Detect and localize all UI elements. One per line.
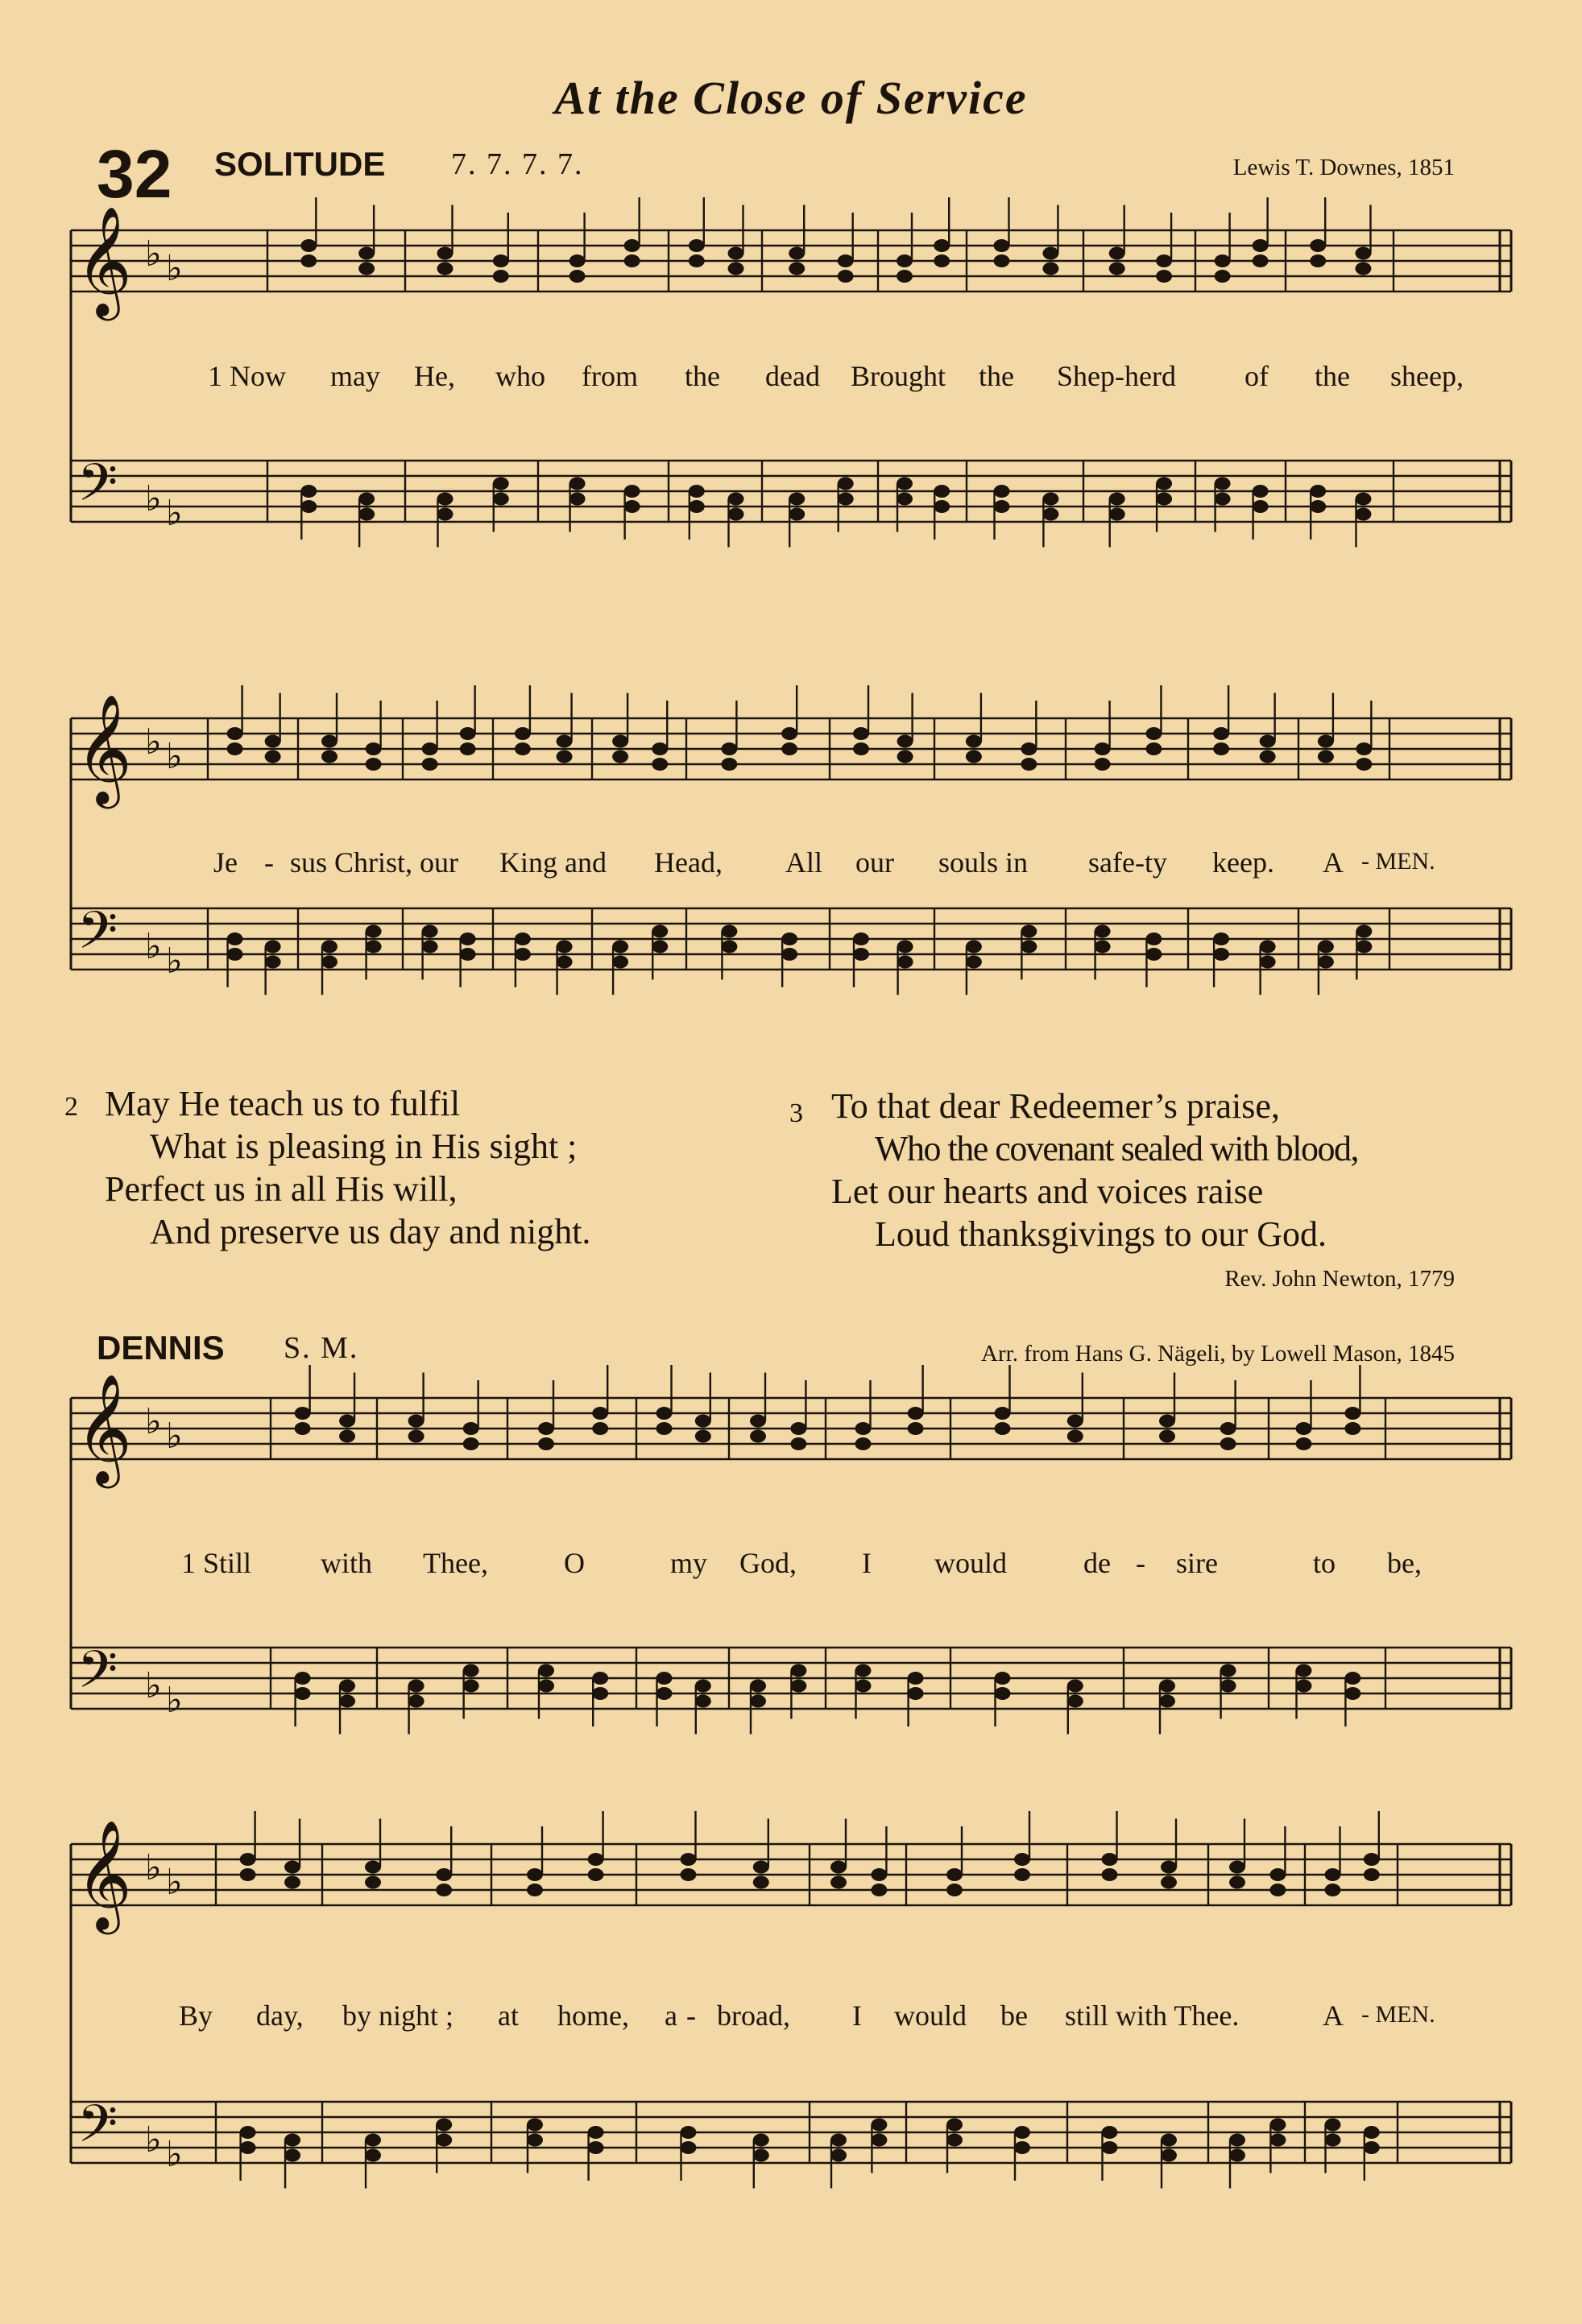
svg-text:♭: ♭ <box>166 1680 183 1721</box>
lyric-word: sus Christ, our <box>290 846 459 879</box>
lyric-word: broad, <box>717 1999 790 2032</box>
lyric-word: King and <box>499 846 607 879</box>
hymn-number: 32 <box>97 136 172 212</box>
lyric-word: - <box>686 1999 696 2032</box>
lyric-word: A <box>1323 846 1344 879</box>
lyric-word: may <box>330 360 380 392</box>
lyric-word: our <box>855 846 894 879</box>
lyric-word: I <box>862 1547 872 1579</box>
lyric-word: O <box>564 1547 585 1579</box>
svg-text:𝄞: 𝄞 <box>76 1372 132 1483</box>
verse-3-line-1: To that dear Redeemer’s praise, <box>831 1086 1280 1126</box>
lyric-word: home, <box>557 1999 629 2032</box>
lyric-word: He, <box>414 360 455 392</box>
svg-text:♭: ♭ <box>145 2119 162 2161</box>
meter-solitude: 7. 7. 7. 7. <box>451 147 584 181</box>
lyric-word: would <box>894 1999 967 2032</box>
lyric-word: - MEN. <box>1361 848 1435 875</box>
lyric-word: By <box>179 1999 213 2032</box>
lyric-word: Head, <box>654 846 723 879</box>
svg-text:♭: ♭ <box>166 493 183 534</box>
lyric-word: the <box>1315 360 1350 392</box>
lyric-word: de <box>1083 1547 1111 1579</box>
lyric-word: dead <box>765 360 820 392</box>
tune-name-solitude: SOLITUDE <box>214 145 386 183</box>
svg-text:𝄢: 𝄢 <box>77 1640 118 1713</box>
lyric-word: the <box>979 360 1014 392</box>
lyric-word: with <box>321 1547 373 1579</box>
svg-text:♭: ♭ <box>145 1401 162 1442</box>
svg-text:♭: ♭ <box>145 1847 162 1888</box>
lyric-line-solitude-2 <box>0 846 1582 881</box>
lyric-word: safe-ty <box>1088 846 1167 879</box>
verse-3-line-2: Who the covenant sealed with blood, <box>875 1129 1358 1168</box>
verse-2-line-4: And preserve us day and night. <box>150 1212 591 1251</box>
lyric-word: Shep-herd <box>1057 360 1176 392</box>
verse-3-line-4: Loud thanksgivings to our God. <box>875 1214 1327 1254</box>
lyric-word: A <box>1323 1999 1344 2032</box>
lyric-word: keep. <box>1212 846 1274 879</box>
lyric-word: a <box>665 1999 677 2032</box>
svg-text:♭: ♭ <box>166 248 183 289</box>
verse-number-3: 3 <box>789 1098 803 1128</box>
svg-text:𝄢: 𝄢 <box>77 901 118 974</box>
verse-number-2: 2 <box>64 1092 78 1122</box>
verse-2-line-2: What is pleasing in His sight ; <box>150 1127 578 1166</box>
lyric-word: God, <box>739 1547 797 1579</box>
lyric-word: 1 Still <box>181 1547 252 1579</box>
svg-text:♭: ♭ <box>166 736 183 777</box>
lyric-word: to <box>1313 1547 1336 1579</box>
svg-text:♭: ♭ <box>145 926 162 967</box>
lyric-line-solitude-1 <box>0 359 1582 395</box>
lyric-word: at <box>498 1999 519 2032</box>
svg-text:𝄞: 𝄞 <box>76 1818 132 1929</box>
lyric-word: be, <box>1387 1547 1422 1579</box>
lyric-word: Thee, <box>423 1547 488 1579</box>
lyric-word: be <box>1000 1999 1028 2032</box>
svg-text:𝄞: 𝄞 <box>76 693 132 804</box>
lyric-word: would <box>934 1547 1007 1579</box>
composer-solitude: Lewis T. Downes, 1851 <box>1232 155 1455 180</box>
verse-2-line-3: Perfect us in all His will, <box>105 1169 458 1209</box>
lyric-line-dennis-2 <box>0 1999 1582 2034</box>
svg-text:♭: ♭ <box>145 722 162 763</box>
lyric-word: day, <box>256 1999 304 2032</box>
verse-3-line-3: Let our hearts and voices raise <box>831 1172 1264 1211</box>
verse-2-line-1: May He teach us to fulfil <box>105 1084 461 1123</box>
svg-text:♭: ♭ <box>145 1665 162 1706</box>
meter-dennis: S. M. <box>284 1331 359 1365</box>
composer-dennis: Arr. from Hans G. Nägeli, by Lowell Mason, 1845 <box>981 1341 1455 1367</box>
svg-text:𝄞: 𝄞 <box>76 205 132 316</box>
svg-text:♭: ♭ <box>166 1862 183 1903</box>
lyric-word: - <box>264 846 274 879</box>
lyric-word: who <box>495 360 545 392</box>
svg-text:𝄢: 𝄢 <box>77 2094 118 2167</box>
lyric-word: my <box>670 1547 708 1579</box>
svg-text:♭: ♭ <box>166 1416 183 1457</box>
lyric-word: still with Thee. <box>1065 1999 1240 2032</box>
lyric-word: souls in <box>938 846 1029 879</box>
lyric-word: of <box>1244 360 1269 392</box>
lyric-word: sheep, <box>1390 360 1464 392</box>
lyric-word: sire <box>1176 1547 1218 1579</box>
svg-text:♭: ♭ <box>166 2134 183 2175</box>
lyric-word: I <box>852 1999 862 2032</box>
svg-text:♭: ♭ <box>145 478 162 519</box>
lyric-word: Brought <box>851 360 946 392</box>
lyric-word: Je <box>213 846 238 879</box>
lyric-word: 1 Now <box>208 360 286 392</box>
lyric-word: by night ; <box>342 1999 454 2032</box>
svg-text:♭: ♭ <box>145 234 162 275</box>
author-newton: Rev. John Newton, 1779 <box>1224 1266 1455 1292</box>
lyric-word: - <box>1136 1547 1145 1579</box>
lyric-word: - MEN. <box>1361 2001 1435 2028</box>
page-title: At the Close of Service <box>554 72 1028 124</box>
lyric-word: the <box>685 360 720 392</box>
tune-name-dennis: DENNIS <box>97 1329 225 1367</box>
lyric-word: All <box>785 846 823 879</box>
lyric-line-dennis-1 <box>0 1546 1582 1582</box>
lyric-word: from <box>582 360 638 392</box>
svg-text:𝄢: 𝄢 <box>77 453 118 526</box>
svg-text:♭: ♭ <box>166 941 183 982</box>
